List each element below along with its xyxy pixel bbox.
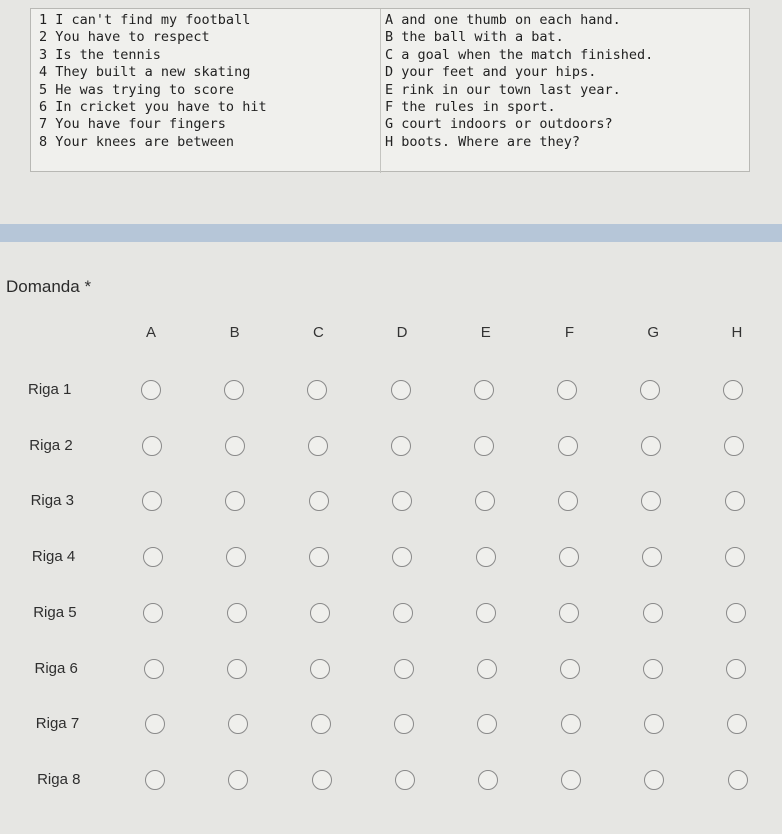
radio-row7-h[interactable] bbox=[727, 714, 747, 734]
sentence-start: 3 Is the tennis bbox=[39, 46, 161, 63]
sentence-start: 4 They built a new skating bbox=[39, 64, 251, 81]
sentence-ending: B the ball with a bat. bbox=[385, 29, 564, 46]
radio-row3-a[interactable] bbox=[142, 491, 162, 511]
row-label: Riga 1 bbox=[28, 381, 72, 398]
radio-row1-e[interactable] bbox=[474, 380, 494, 400]
required-asterisk: * bbox=[84, 277, 92, 296]
row-label: Riga 3 bbox=[30, 492, 74, 510]
radio-row2-f[interactable] bbox=[558, 436, 578, 456]
sentence-start: 6 In cricket you have to hit bbox=[39, 99, 267, 116]
row-label: Riga 7 bbox=[35, 715, 80, 733]
radio-row8-g[interactable] bbox=[644, 770, 664, 790]
radio-row1-f[interactable] bbox=[557, 380, 577, 400]
radio-row5-f[interactable] bbox=[559, 603, 579, 623]
radio-row8-a[interactable] bbox=[145, 770, 165, 790]
radio-row6-f[interactable] bbox=[560, 659, 580, 679]
sentence-endings bbox=[385, 12, 653, 151]
radio-row8-f[interactable] bbox=[561, 770, 581, 790]
column-divider bbox=[380, 9, 381, 173]
radio-row8-b[interactable] bbox=[228, 770, 248, 790]
column-header-f: F bbox=[564, 324, 575, 341]
radio-row6-a[interactable] bbox=[144, 659, 164, 679]
radio-row1-d[interactable] bbox=[391, 380, 411, 400]
radio-row8-h[interactable] bbox=[728, 770, 748, 790]
radio-row6-h[interactable] bbox=[726, 659, 746, 679]
radio-row7-b[interactable] bbox=[228, 714, 248, 734]
radio-row1-h[interactable] bbox=[723, 380, 743, 400]
radio-row7-g[interactable] bbox=[644, 714, 664, 734]
radio-row6-b[interactable] bbox=[227, 659, 247, 679]
radio-row4-e[interactable] bbox=[476, 547, 496, 567]
radio-row3-f[interactable] bbox=[558, 491, 578, 511]
radio-row2-a[interactable] bbox=[142, 436, 162, 456]
sentence-start: 8 Your knees are between bbox=[39, 133, 235, 150]
radio-row4-d[interactable] bbox=[392, 547, 412, 567]
radio-row3-d[interactable] bbox=[392, 491, 412, 511]
radio-row5-h[interactable] bbox=[726, 603, 746, 623]
radio-row6-g[interactable] bbox=[643, 659, 663, 679]
radio-row3-g[interactable] bbox=[641, 491, 661, 511]
radio-row8-d[interactable] bbox=[395, 770, 415, 790]
radio-row5-a[interactable] bbox=[143, 603, 163, 623]
radio-row4-b[interactable] bbox=[226, 547, 246, 567]
row-label: Riga 8 bbox=[37, 770, 81, 788]
radio-row4-c[interactable] bbox=[309, 547, 329, 567]
radio-row1-c[interactable] bbox=[307, 380, 327, 400]
radio-row3-b[interactable] bbox=[225, 491, 245, 511]
radio-row8-e[interactable] bbox=[478, 770, 498, 790]
column-header-a: A bbox=[145, 324, 156, 341]
radio-row6-c[interactable] bbox=[310, 659, 330, 679]
row-label: Riga 6 bbox=[34, 659, 78, 677]
sentence-ending: F the rules in sport. bbox=[385, 99, 556, 116]
radio-row2-h[interactable] bbox=[724, 436, 744, 456]
sentence-start: 7 You have four fingers bbox=[39, 116, 226, 133]
radio-row5-d[interactable] bbox=[393, 603, 413, 623]
radio-row4-a[interactable] bbox=[143, 547, 163, 567]
radio-row3-e[interactable] bbox=[475, 491, 495, 511]
sentence-starts bbox=[39, 12, 267, 151]
column-header-b: B bbox=[229, 324, 240, 341]
radio-row6-d[interactable] bbox=[394, 659, 414, 679]
radio-row4-h[interactable] bbox=[725, 547, 745, 567]
column-header-c: C bbox=[312, 324, 324, 341]
radio-row5-b[interactable] bbox=[227, 603, 247, 623]
radio-row1-a[interactable] bbox=[141, 380, 161, 400]
row-label: Riga 4 bbox=[31, 548, 76, 566]
column-header-h: H bbox=[731, 324, 743, 341]
row-label: Riga 2 bbox=[29, 436, 73, 454]
sentence-start: 2 You have to respect bbox=[39, 29, 210, 46]
radio-row4-g[interactable] bbox=[642, 547, 662, 567]
sentence-ending: D your feet and your hips. bbox=[385, 64, 597, 81]
exercise-sheet bbox=[30, 8, 750, 172]
radio-row2-d[interactable] bbox=[391, 436, 411, 456]
section-divider-band bbox=[0, 224, 782, 242]
radio-row5-g[interactable] bbox=[643, 603, 663, 623]
radio-row7-e[interactable] bbox=[477, 714, 497, 734]
column-header-g: G bbox=[647, 324, 660, 341]
sentence-ending: G court indoors or outdoors? bbox=[385, 116, 613, 133]
radio-row1-b[interactable] bbox=[224, 380, 244, 400]
column-header-e: E bbox=[480, 324, 491, 341]
row-label: Riga 5 bbox=[33, 603, 77, 621]
sentence-start: 5 He was trying to score bbox=[39, 81, 235, 98]
radio-row5-c[interactable] bbox=[310, 603, 330, 623]
radio-row8-c[interactable] bbox=[312, 770, 332, 790]
radio-row4-f[interactable] bbox=[559, 547, 579, 567]
column-header-d: D bbox=[396, 324, 408, 341]
radio-row2-c[interactable] bbox=[308, 436, 328, 456]
radio-row7-f[interactable] bbox=[561, 714, 581, 734]
question-title bbox=[6, 277, 91, 297]
radio-row5-e[interactable] bbox=[476, 603, 496, 623]
radio-row1-g[interactable] bbox=[640, 380, 660, 400]
radio-row3-h[interactable] bbox=[725, 491, 745, 511]
radio-row7-c[interactable] bbox=[311, 714, 331, 734]
radio-row2-g[interactable] bbox=[641, 436, 661, 456]
radio-row6-e[interactable] bbox=[477, 659, 497, 679]
question-label: Domanda bbox=[6, 277, 80, 296]
radio-row7-a[interactable] bbox=[145, 714, 165, 734]
sentence-ending: A and one thumb on each hand. bbox=[385, 12, 621, 28]
sentence-start: 1 I can't find my football bbox=[39, 12, 251, 28]
radio-row3-c[interactable] bbox=[309, 491, 329, 511]
sentence-ending: E rink in our town last year. bbox=[385, 81, 621, 98]
radio-row2-b[interactable] bbox=[225, 436, 245, 456]
sentence-ending: H boots. Where are they? bbox=[385, 133, 581, 150]
radio-row2-e[interactable] bbox=[474, 436, 494, 456]
sentence-ending: C a goal when the match finished. bbox=[385, 46, 654, 63]
radio-row7-d[interactable] bbox=[394, 714, 414, 734]
